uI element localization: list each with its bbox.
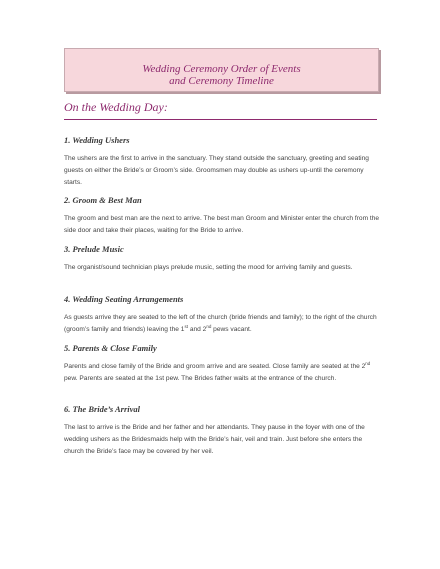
- item-parents-close-family: [64, 343, 382, 385]
- item-body: [64, 312, 382, 336]
- item-wedding-ushers: [64, 135, 382, 189]
- item-brides-arrival: [64, 404, 382, 458]
- title-line-2: and Ceremony Timeline: [169, 74, 274, 87]
- body-text: pews vacant.: [211, 326, 252, 333]
- item-groom-best-man: [64, 195, 382, 237]
- ordinal-suffix: nd: [206, 323, 212, 329]
- item-title: 1. Wedding Ushers: [64, 135, 130, 145]
- ordinal-suffix: nd: [365, 360, 371, 366]
- body-text: and 2: [187, 326, 207, 333]
- title-line-1: Wedding Ceremony Order of Events: [142, 63, 301, 75]
- body-text: pew. Parents are seated at the 1st pew. The Brides father waits at the entrance of the church.: [64, 375, 337, 382]
- document-title: [65, 64, 378, 87]
- item-prelude-music: [64, 244, 382, 274]
- title-banner: [64, 48, 379, 92]
- body-text: Parents and close family of the Bride and groom arrive and are seated. Close family are seated at the 2: [64, 363, 366, 370]
- section-divider: [64, 119, 377, 120]
- item-body: The ushers are the first to arrive in the sanctuary. They stand outside the sanctuary, greeting and seating guests on either the Bride’s or Groom’s side. Groomsmen may double as ushers up-until the ceremony starts.: [64, 155, 369, 186]
- item-body: The organist/sound technician plays prelude music, setting the mood for arriving family and guests.: [64, 264, 353, 271]
- item-title: 4. Wedding Seating Arrangements: [64, 294, 184, 304]
- item-body: [64, 361, 382, 385]
- ordinal-suffix: st: [184, 323, 188, 329]
- item-body: The last to arrive is the Bride and her father and her attendants. They pause in the foyer with one of the wedding ushers as the Bridesmaids help with the Bride’s hair, veil and train. Just before she enters the church the Bride’s face may be covered by her veil.: [64, 424, 365, 455]
- body-text: As guests arrive they are seated to the left of the church (bride friends and family); to the right of the church (groom’s family and friends) leaving the 1: [64, 314, 377, 333]
- item-title: 6. The Bride’s Arrival: [64, 404, 141, 414]
- section-heading: On the Wedding Day:: [64, 100, 168, 114]
- item-seating-arrangements: [64, 294, 382, 336]
- item-title: 2. Groom & Best Man: [64, 195, 142, 205]
- item-body: The groom and best man are the next to arrive. The best man Groom and Minister enter the church from the side door and take their places, waiting for the Bride to arrive.: [64, 215, 380, 234]
- item-title: 5. Parents & Close Family: [64, 343, 157, 353]
- item-title: 3. Prelude Music: [64, 244, 124, 254]
